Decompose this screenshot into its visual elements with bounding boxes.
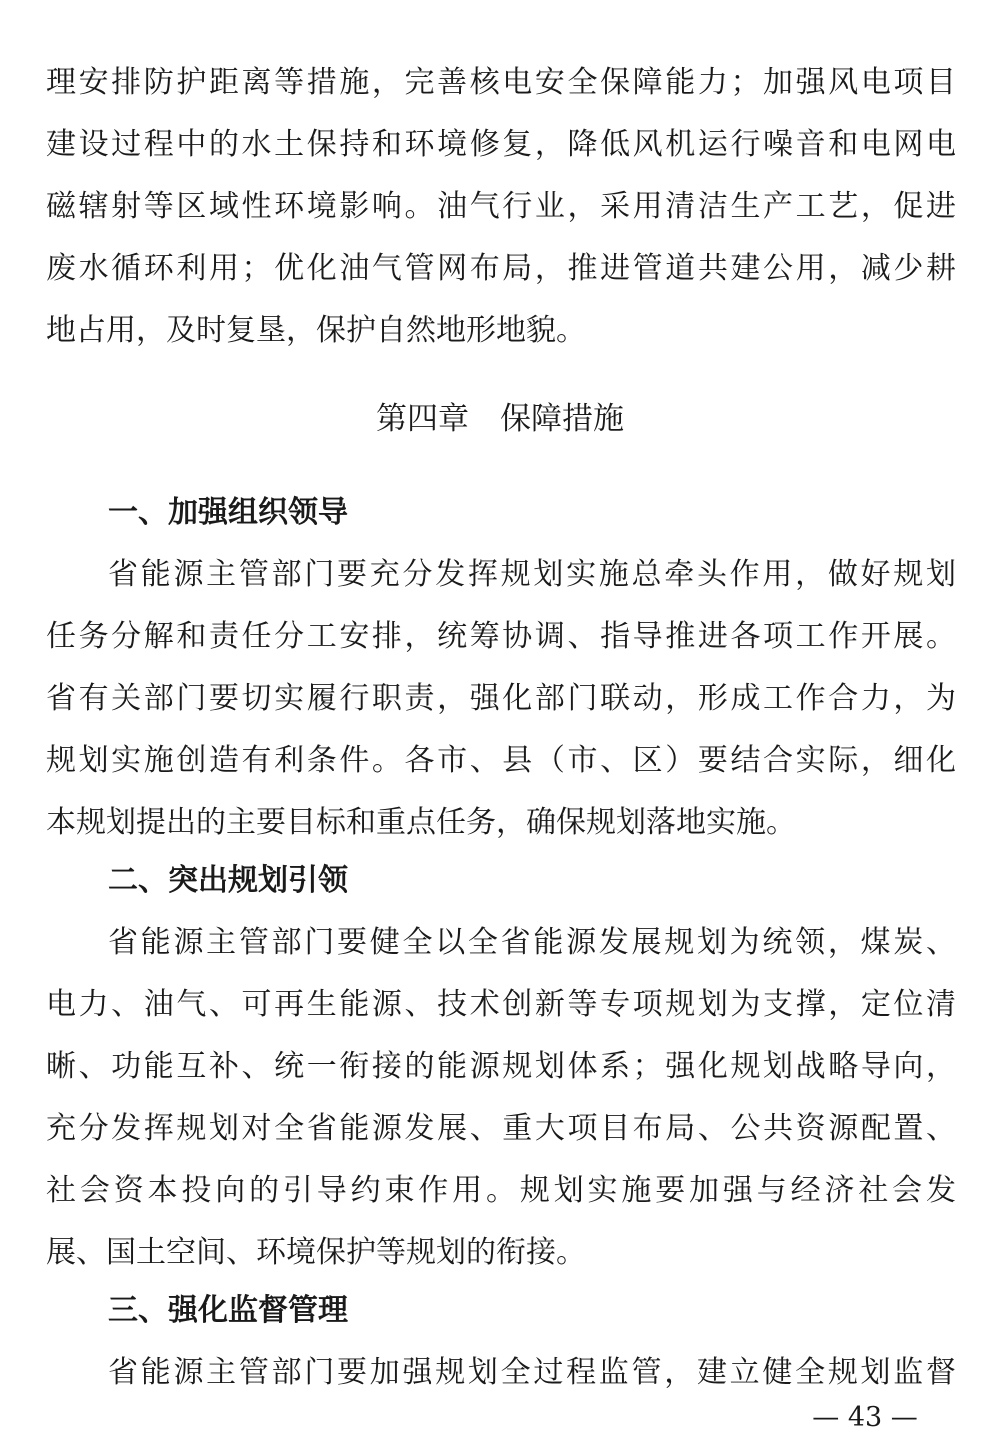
chapter-title: 第四章 保障措施 xyxy=(376,401,624,437)
paragraph-line: 电力、油气、可再生能源、技术创新等专项规划为支撑，定位清 xyxy=(46,987,956,1022)
page-number: — 43 — xyxy=(812,1402,918,1433)
paragraph-line: 展、国土空间、环境保护等规划的衔接。 xyxy=(46,1235,586,1270)
paragraph-line: 省有关部门要切实履行职责，强化部门联动，形成工作合力，为 xyxy=(46,681,956,716)
paragraph-line: 本规划提出的主要目标和重点任务，确保规划落地实施。 xyxy=(46,805,796,840)
section-heading: 三、强化监督管理 xyxy=(108,1293,348,1328)
paragraph-line: 任务分解和责任分工安排，统筹协调、指导推进各项工作开展。 xyxy=(46,619,956,654)
paragraph-line: 省能源主管部门要加强规划全过程监管，建立健全规划监督 xyxy=(108,1355,956,1390)
paragraph-line: 理安排防护距离等措施，完善核电安全保障能力；加强风电项目 xyxy=(46,65,956,100)
paragraph-line: 充分发挥规划对全省能源发展、重大项目布局、公共资源配置、 xyxy=(46,1111,956,1146)
section-heading: 二、突出规划引领 xyxy=(108,863,348,898)
paragraph-line: 建设过程中的水土保持和环境修复，降低风机运行噪音和电网电 xyxy=(46,127,956,162)
section-heading: 一、加强组织领导 xyxy=(108,495,348,530)
paragraph-line: 地占用，及时复垦，保护自然地形地貌。 xyxy=(46,313,586,348)
paragraph-line: 废水循环利用；优化油气管网布局，推进管道共建公用，减少耕 xyxy=(46,251,956,286)
paragraph-line: 省能源主管部门要健全以全省能源发展规划为统领，煤炭、 xyxy=(108,925,956,960)
paragraph-line: 磁辖射等区域性环境影响。油气行业，采用清洁生产工艺，促进 xyxy=(46,189,956,224)
paragraph-line: 规划实施创造有利条件。各市、县（市、区）要结合实际，细化 xyxy=(46,743,956,778)
paragraph-line: 社会资本投向的引导约束作用。规划实施要加强与经济社会发 xyxy=(46,1173,956,1208)
paragraph-line: 省能源主管部门要充分发挥规划实施总牵头作用，做好规划 xyxy=(108,557,956,592)
paragraph-line: 晰、功能互补、统一衔接的能源规划体系；强化规划战略导向， xyxy=(46,1049,956,1084)
